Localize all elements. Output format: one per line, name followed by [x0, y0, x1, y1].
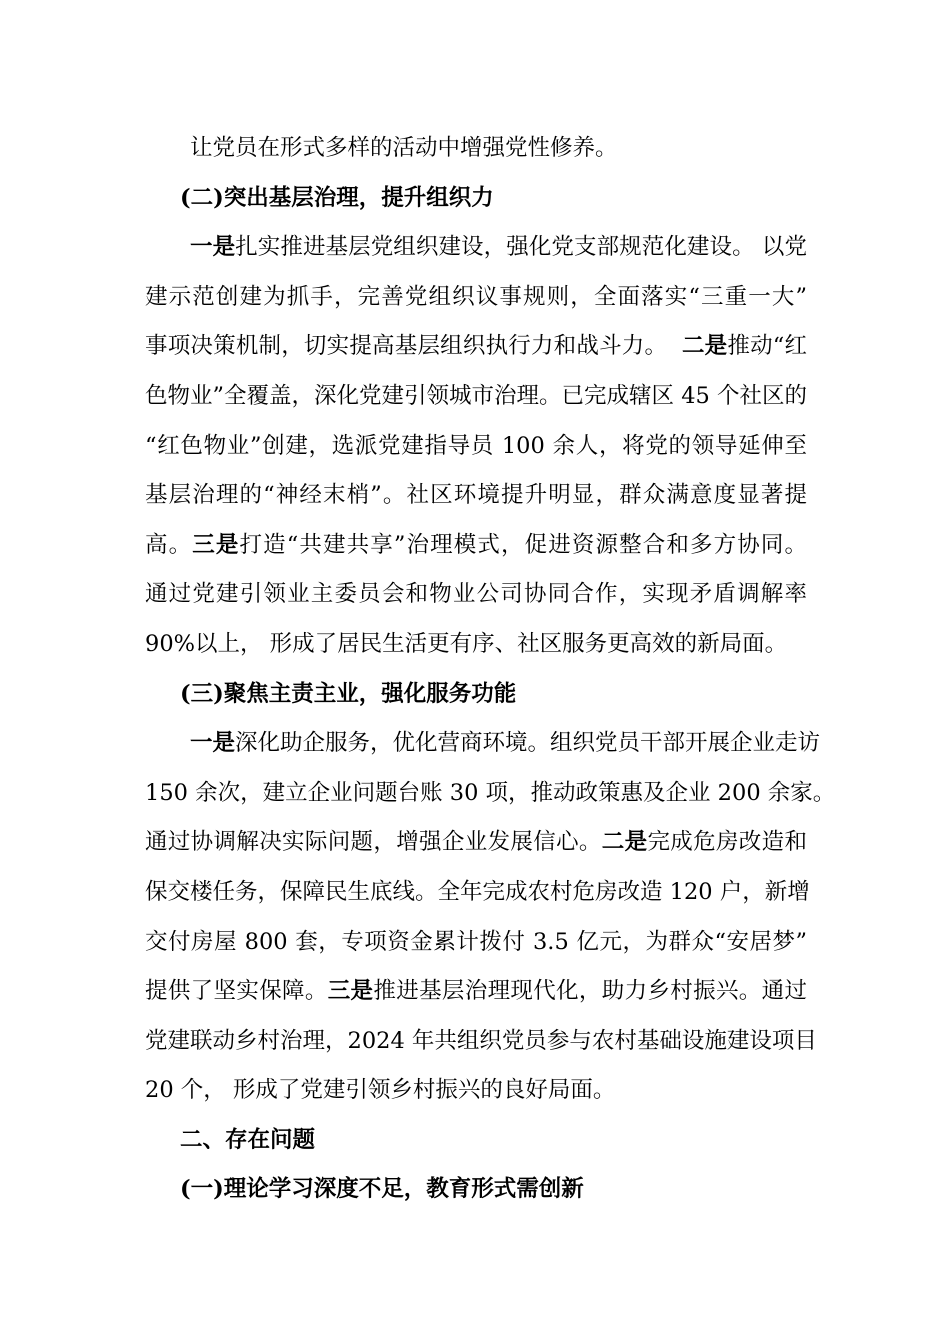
- paragraph-line: [145, 1017, 817, 1067]
- paragraph-line: [145, 620, 807, 670]
- bold-lead: 三是: [192, 531, 240, 558]
- line-text: “红色物业”创建，选派党建指导员 100 余人，将党的领导延伸至: [145, 432, 807, 459]
- line-text: 完成危房改造和: [647, 829, 807, 856]
- line-text: 交付房屋 800 套，专项资金累计拨付 3.5 亿元，为群众“安居梦”: [145, 928, 807, 955]
- bold-lead: 二是: [681, 333, 728, 360]
- section-heading: [145, 1165, 807, 1215]
- line-text: 党建联动乡村治理，2024 年共组织党员参与农村基础设施建设项目: [145, 1027, 817, 1054]
- line-text: 提供了坚实保障。: [145, 978, 328, 1005]
- line-text: 建示范创建为抓手，完善党组织议事规则，全面落实“三重一大”: [145, 283, 807, 310]
- paragraph-line: [145, 322, 807, 372]
- document-body: [145, 124, 836, 1215]
- line-text: 90%以上， 形成了居民生活更有序、社区服务更高效的新局面。: [145, 630, 788, 657]
- paragraph-line: [145, 422, 807, 472]
- line-text: 150 余次，建立企业问题台账 30 项，推动政策惠及企业 200 余家。: [145, 779, 836, 806]
- paragraph-line: [145, 570, 807, 620]
- paragraph-line: [145, 124, 807, 174]
- section-heading: [145, 174, 807, 224]
- paragraph-line: [145, 719, 821, 769]
- line-text: 深化助企服务，优化营商环境。组织党员干部开展企业走访: [235, 730, 821, 757]
- heading-text: (一)理论学习深度不足，教育形式需创新: [180, 1176, 584, 1203]
- line-text: 事项决策机制，切实提高基层组织执行力和战斗力。: [145, 333, 668, 360]
- line-text: 推动“红: [727, 333, 807, 360]
- line-text: 打造“共建共享”治理模式，促进资源整合和多方协同。: [239, 531, 807, 558]
- line-text: 通过党建引领业主委员会和物业公司协同合作，实现矛盾调解率: [145, 581, 807, 608]
- paragraph-line: [145, 769, 836, 819]
- line-text: 20 个， 形成了党建引领乡村振兴的良好局面。: [145, 1077, 616, 1104]
- paragraph-line: [145, 521, 807, 571]
- paragraph-line: [145, 967, 807, 1017]
- line-text: 高。: [145, 531, 193, 558]
- heading-text: (三)聚焦主责主业，强化服务功能: [180, 680, 517, 707]
- paragraph-line: [145, 223, 807, 273]
- bold-lead: 三是: [327, 978, 374, 1005]
- paragraph-line: [145, 818, 807, 868]
- line-text: 色物业”全覆盖，深化党建引领城市治理。已完成辖区 45 个社区的: [145, 382, 807, 409]
- paragraph-line: [145, 471, 807, 521]
- paragraph-line: [145, 868, 810, 918]
- section-heading: [145, 670, 807, 720]
- bold-lead: 一是: [190, 730, 236, 757]
- paragraph-line: [145, 1066, 807, 1116]
- bold-lead: 二是: [601, 829, 648, 856]
- paragraph-line: [145, 918, 807, 968]
- paragraph-line: [145, 273, 807, 323]
- paragraph-line: [145, 372, 807, 422]
- line-text: 让党员在形式多样的活动中增强党性修养。: [190, 135, 618, 161]
- bold-lead: 一是: [190, 234, 236, 261]
- line-text: 通过协调解决实际问题，增强企业发展信心。: [145, 829, 602, 856]
- line-text: 推进基层治理现代化，助力乡村振兴。通过: [373, 978, 807, 1005]
- line-text: 扎实推进基层党组织建设，强化党支部规范化建设。 以党: [235, 234, 807, 261]
- heading-text: (二)突出基层治理，提升组织力: [180, 184, 494, 211]
- chapter-heading: [145, 1116, 807, 1166]
- line-text: 保交楼任务，保障民生底线。全年完成农村危房改造 120 户，新增: [145, 878, 810, 905]
- line-text: 基层治理的“神经末梢”。社区环境提升明显，群众满意度显著提: [145, 482, 807, 509]
- heading-text: 二、存在问题: [180, 1126, 316, 1153]
